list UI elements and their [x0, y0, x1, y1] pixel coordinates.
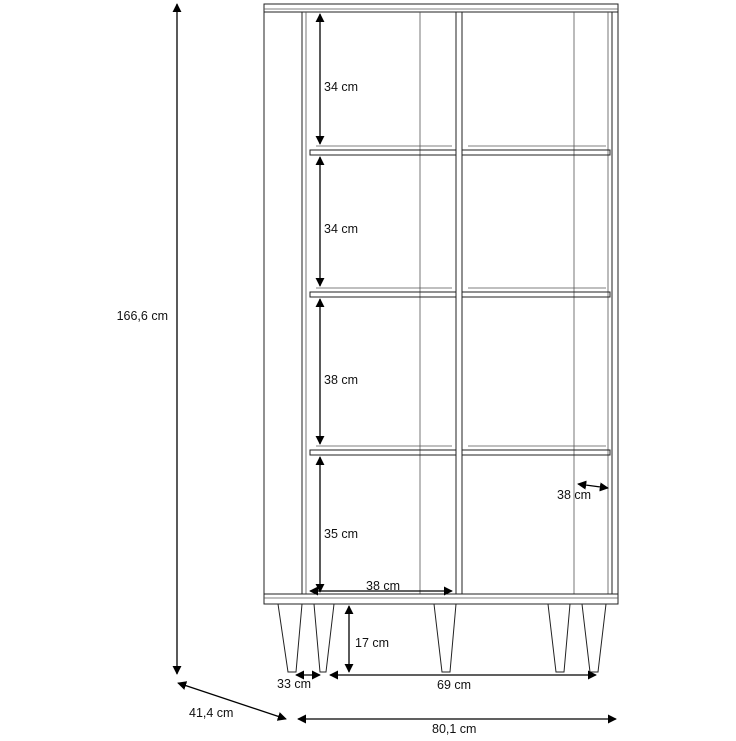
side-depth-label: 38 cm	[557, 488, 592, 502]
top-board	[264, 4, 618, 12]
total-height-label: 166,6 cm	[116, 309, 168, 323]
leg-front-left	[278, 604, 302, 672]
leg-front-right	[582, 604, 606, 672]
shelf-2-height-label: 34 cm	[324, 222, 359, 236]
leg-back-right	[548, 604, 570, 672]
leg-back-center	[434, 604, 456, 672]
leg-height-label: 17 cm	[355, 636, 390, 650]
shelf-4-height-label: 35 cm	[324, 527, 359, 541]
leg-offset-label: 33 cm	[277, 677, 312, 691]
shelf-1-height-label: 34 cm	[324, 80, 359, 94]
bookcase-body	[264, 4, 618, 604]
total-depth-label: 41,4 cm	[189, 706, 234, 720]
bottom-board	[264, 594, 618, 604]
legs	[278, 604, 606, 672]
bottom-width-label: 38 cm	[366, 579, 401, 593]
shelf-3-height-label: 38 cm	[324, 373, 359, 387]
leg-spacing-label: 69 cm	[437, 678, 472, 692]
leg-back-left	[314, 604, 334, 672]
total-width-label: 80,1 cm	[432, 722, 477, 736]
